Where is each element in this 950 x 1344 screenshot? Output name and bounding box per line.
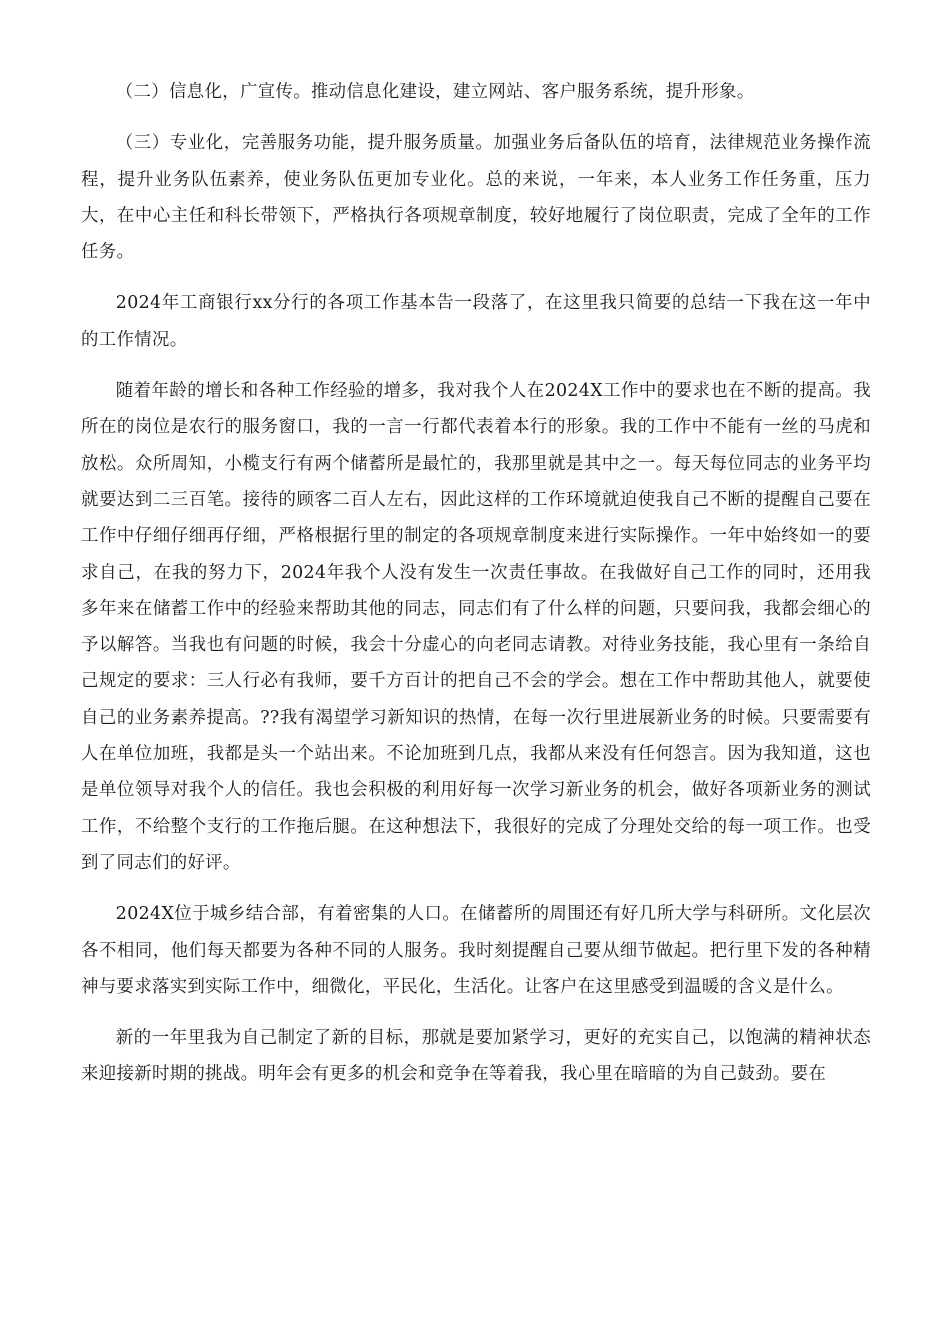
paragraph-location: 2024X位于城乡结合部，有着密集的人口。在储蓄所的周围还有好几所大学与科研所。文化层次各不相同，他们每天都要为各种不同的人服务。我时刻提醒自己要从细节做起。把行里下发的各种精神与要求落实到实际工作中，细微化，平民化，生活化。让客户在这里感受到温暖的含义是什么。 bbox=[81, 904, 871, 997]
paragraph-work-experience: 随着年龄的增长和各种工作经验的增多，我对我个人在2024X工作中的要求也在不断的提高。我所在的岗位是农行的服务窗口，我的一言一行都代表着本行的形象。我的工作中不能有一丝的马虎和放松。众所周知，小榄支行有两个储蓄所是最忙的，我那里就是其中之一。每天每位同志的业务平均就要达到二三百笔。接待的顾客二百人左右，因此这样的工作环境就迫使我自己不断的提醒自己要在工作中仔细仔细再仔细，严格根据行里的制定的各项规章制度来进行实际操作。一年中始终如一的要求自己，在我的努力下，2024年我个人没有发生一次责任事故。在我做好自己工作的同时，还用我多年来在储蓄工作中的经验来帮助其他的同志，同志们有了什么样的问题，只要问我，我都会细心的予以解答。当我也有问题的时候，我会十分虚心的向老同志请教。对待业务技能，我心里有一条给自己规定的要求：三人行必有我师，要千方百计的把自己不会的学会。想在工作中帮助其他人，就要使自己的业务素养提高。??我有渴望学习新知识的热情，在每一次行里进展新业务的时候。只要需要有人在单位加班，我都是头一个站出来。不论加班到几点，我都从来没有任何怨言。因为我知道，这也是单位领导对我个人的信任。我也会积极的利用好每一次学习新业务的机会，做好各项新业务的测试工作，不给整个支行的工作拖后腿。在这种想法下，我很好的完成了分理处交给的每一项工作。也受到了同志们的好评。 bbox=[81, 381, 871, 873]
paragraph-new-year-goals: 新的一年里我为自己制定了新的目标，那就是要加紧学习，更好的充实自己，以饱满的精神状态来迎接新时期的挑战。明年会有更多的机会和竞争在等着我，我心里在暗暗的为自己鼓劲。要在 bbox=[81, 1028, 871, 1085]
paragraph-professionalization: （三）专业化，完善服务功能，提升服务质量。加强业务后备队伍的培育，法律规范业务操作流程，提升业务队伍素养，使业务队伍更加专业化。总的来说，一年来，本人业务工作任务重，压力大，在中心主任和科长带领下，严格执行各项规章制度，较好地履行了岗位职责，完成了全年的工作任务。 bbox=[81, 133, 871, 263]
document-page bbox=[81, 74, 871, 1108]
paragraph-informatization: （二）信息化，广宣传。推动信息化建设，建立网站、客户服务系统，提升形象。 bbox=[115, 82, 755, 102]
paragraph-annual-intro: 2024年工商银行xx分行的各项工作基本告一段落了，在这里我只简要的总结一下我在这一年中的工作情况。 bbox=[81, 293, 871, 350]
